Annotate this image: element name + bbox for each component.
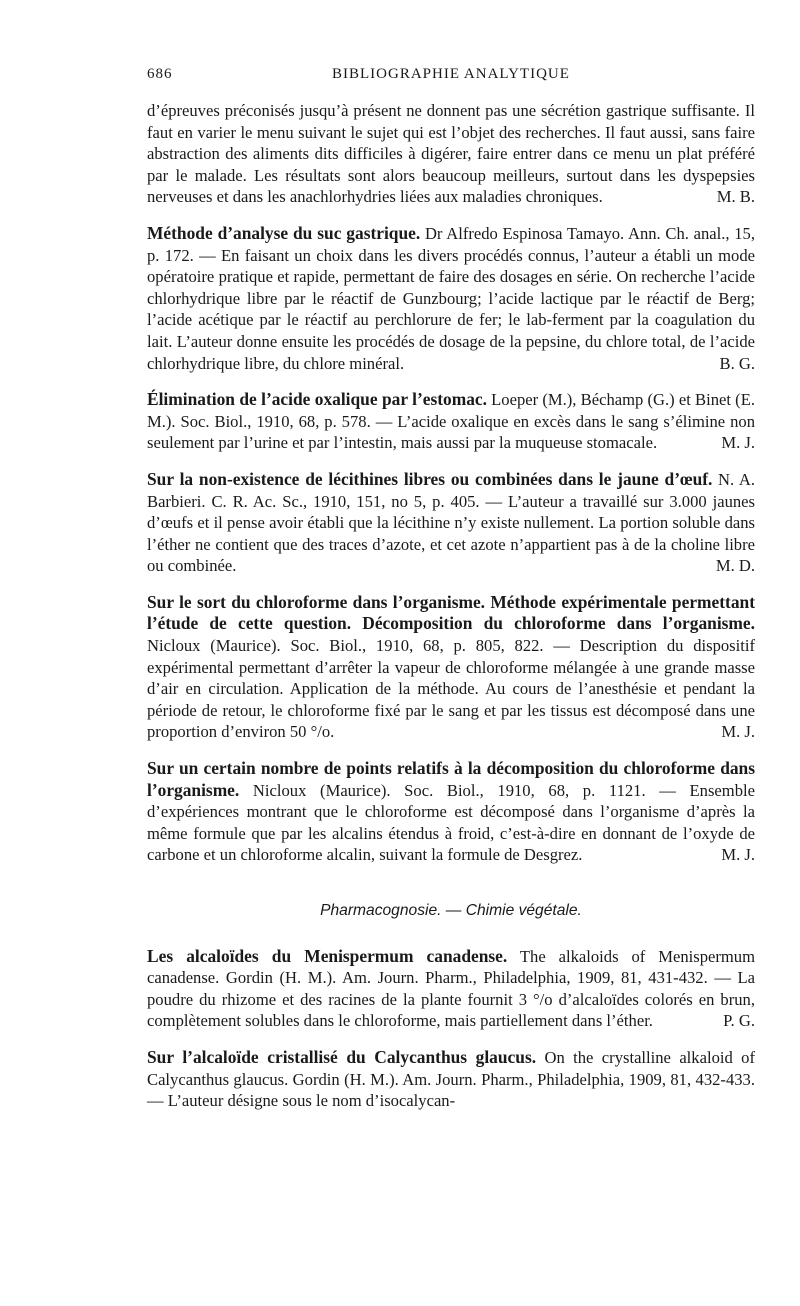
abstract-citation: Nicloux (Maurice). Soc. Biol., 1910, 68, p. 1121. xyxy=(252,780,646,800)
abstract-entry xyxy=(147,469,755,577)
abstract-citation: The alkaloids of Menispermum canadense. Gordin (H. M.). Am. Journ. Pharm., Philadelphia, 1909, 81, 431-432. xyxy=(147,946,755,988)
abstract-title: Sur un certain nombre de points relatifs à la décomposition du chloroforme dans l’organisme. xyxy=(147,758,755,800)
abstract-title: Élimination de l’acide oxalique par l’estomac. xyxy=(147,389,487,410)
abstract-citation: Loeper (M.), Béchamp (G.) et Binet (E. M.). Soc. Biol., 1910, 68, p. 578. xyxy=(147,390,755,431)
intro-text: d’épreuves préconisés jusqu’à présent ne donnent pas une sécrétion gastrique suffisante. Il faut en varier le menu suivant le sujet qui est l’objet des recherches. Il faut aussi, sans faire abstraction des aliments dits difficiles à digérer, faire entrer dans ce menu un plat préféré par le malade. Les résultats sont alors beaucoup meilleurs, surtout dans les dyspepsies nerveuses et dans les anachlorhydries liées aux maladies chroniques. xyxy=(147,101,755,207)
section-title: Pharmacognosie. — Chimie végétale. xyxy=(320,902,582,919)
page-body xyxy=(147,100,755,1127)
signature: B. G. xyxy=(719,353,755,373)
abstract-body: — L’acide oxalique en excès dans le sang s’élimine non seulement par l’urine et par l’intestin, mais aussi par la muqueuse stomacale. xyxy=(147,411,756,453)
abstract-citation: Nicloux (Maurice). Soc. Biol., 1910, 68, p. 805, 822. xyxy=(147,636,544,656)
intro-paragraph xyxy=(147,100,755,208)
signature: M. J. xyxy=(721,845,755,865)
abstract-entry xyxy=(147,592,755,743)
abstract-title: Sur le sort du chloroforme dans l’organisme. Méthode expérimentale permettant l’étude de cette question. Décomposition du chloroforme dans l’organisme. xyxy=(147,591,755,634)
abstract-entry xyxy=(147,223,755,374)
abstract-entry xyxy=(147,1047,755,1112)
signature: M. D. xyxy=(715,556,755,576)
page-header xyxy=(147,66,653,92)
signature: M. J. xyxy=(721,722,755,742)
abstract-entry xyxy=(147,946,755,1032)
abstract-body: — L’auteur a travaillé sur 3.000 jaunes d’œufs et il pense avoir établi que la lécithine n’y existe nullement. La portion soluble dans l’éther ne contient que des traces d’azote, et cet azote n’appartient pas à de la choline libre ou combinée. xyxy=(147,491,755,576)
abstract-title: Sur la non-existence de lécithines libres ou combinées dans le jaune d’œuf. xyxy=(147,468,713,489)
abstract-body: — Description du dispositif expérimental permettant d’arrêter la vapeur de chloroforme mélangée à une grande masse d’air en circulation. Application de la méthode. Au cours de l’anesthésie et pendant la période de retour, le chloroforme fixé par le sang et par les tissus est décomposé dans une proportion d’environ 50 °/o. xyxy=(147,636,755,742)
signature: P. G. xyxy=(723,1011,755,1031)
abstract-citation: N. A. Barbieri. C. R. Ac. Sc., 1910, 151, no 5, p. 405. xyxy=(147,469,756,511)
abstract-body: — Ensemble d’expériences montrant que le chloroforme est décomposé dans l’organisme d’après la même formule que par les alcalins étendus à froid, c’est-à-dire en donnant de l’oxyde de carbone et un chloroforme alcalin, suivant la formule de Desgrez. xyxy=(147,780,755,865)
abstract-title: Les alcaloïdes du Menispermum canadense. xyxy=(147,945,508,966)
signature: M. B. xyxy=(716,187,755,207)
running-title: BIBLIOGRAPHIE ANALYTIQUE xyxy=(332,66,570,82)
abstract-entry xyxy=(147,389,755,454)
abstract-title: Méthode d’analyse du suc gastrique. xyxy=(147,222,421,243)
abstract-citation: Dr Alfredo Espinosa Tamayo. Ann. Ch. anal., 15, p. 172. xyxy=(147,223,755,265)
page-number: 686 xyxy=(147,66,173,82)
abstract-title: Sur l’alcaloïde cristallisé du Calycanthus glaucus. xyxy=(147,1046,537,1067)
abstract-citation: On the crystalline alkaloid of Calycanthus glaucus. Gordin (H. M.). Am. Journ. Pharm., Philadelphia, 1909, 81, 432-433. xyxy=(147,1047,755,1089)
abstract-body: — L’auteur désigne sous le nom d’isocalycan- xyxy=(147,1091,456,1111)
abstract-body: — La poudre du rhizome et des racines de la plante fournit 3 °/o d’alcaloïdes colorés en brun, complètement solubles dans le chloroforme, mais partiellement dans l’éther. xyxy=(147,968,756,1031)
abstract-body: — En faisant un choix dans les divers procédés connus, l’auteur a établi un mode opératoire pratique et rapide, permettant de faire des dosages en série. On recherche l’acide chlorhydrique libre par le réactif de Gunzbourg; l’acide lactique par le réactif de Berg; l’acide acétique par le réactif au perchlorure de fer; le lab-ferment par la coagulation du lait. L’auteur donne ensuite les procédés de dosage de la pepsine, du chlore total, de l’acide chlorhydrique libre, du chlore minéral. xyxy=(147,245,755,373)
signature: M. J. xyxy=(721,433,755,453)
abstract-entry xyxy=(147,758,755,866)
